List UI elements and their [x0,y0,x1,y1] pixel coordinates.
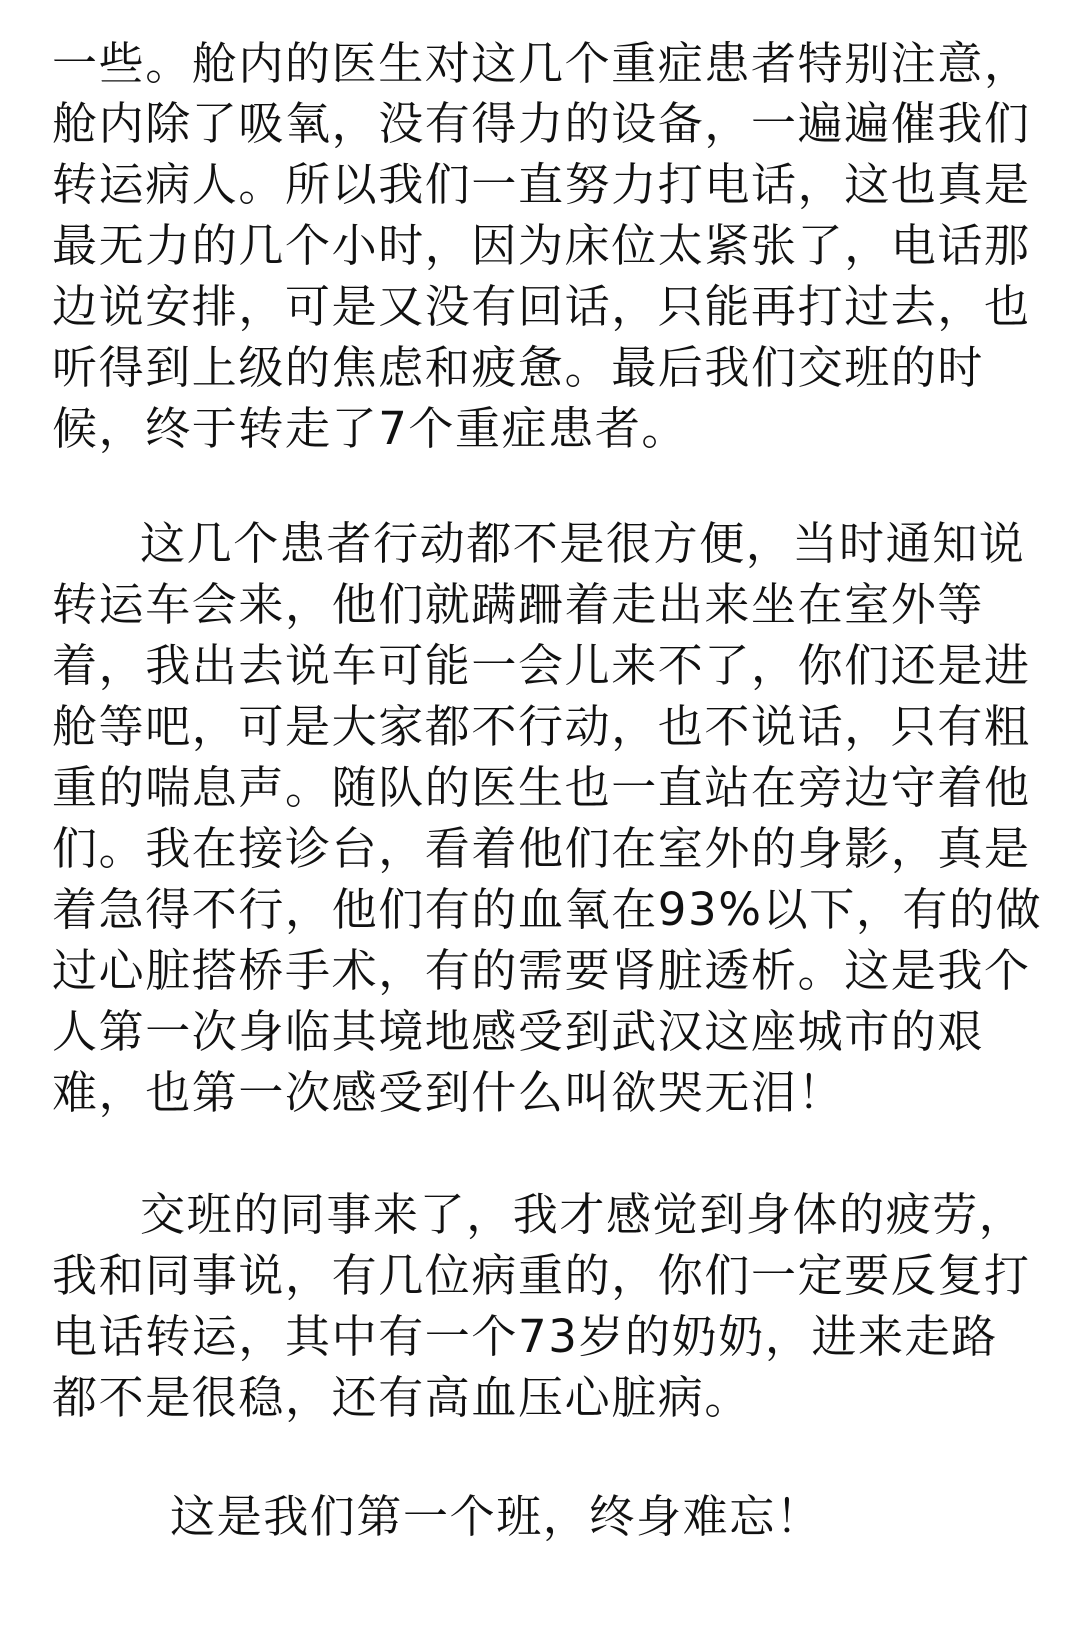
closing-line: 这是我们第一个班，终身难忘！ [170,1490,823,1543]
text-line: 候，终于转走了7个重症患者。 [52,402,689,455]
text-line: 这几个患者行动都不是很方便，当时通知说 [140,517,1026,570]
text-line: 最无力的几个小时，因为床位太紧张了，电话那 [52,219,1031,272]
text-line: 们。我在接诊台，看着他们在室外的身影，真是 [52,822,1031,875]
text-line: 一些。舱内的医生对这几个重症患者特别注意， [52,37,1031,90]
text-line: 着，我出去说车可能一会儿来不了，你们还是进 [52,639,1031,692]
text-line: 舱内除了吸氧，没有得力的设备，一遍遍催我们 [52,97,1031,150]
text-line: 过心脏搭桥手术，有的需要肾脏透析。这是我个 [52,944,1031,997]
text-line: 转运车会来，他们就蹒跚着走出来坐在室外等 [52,578,985,631]
text-line: 电话转运，其中有一个73岁的奶奶，进来走路 [52,1310,998,1363]
text-line: 着急得不行，他们有的血氧在93%以下，有的做 [52,883,1043,936]
text-line: 难，也第一次感受到什么叫欲哭无泪！ [52,1066,845,1119]
text-line: 我和同事说，有几位病重的，你们一定要反复打 [52,1249,1031,1302]
text-line: 转运病人。所以我们一直努力打电话，这也真是 [52,158,1031,211]
text-line: 重的喘息声。随队的医生也一直站在旁边守着他 [52,761,1031,814]
text-line: 听得到上级的焦虑和疲惫。最后我们交班的时 [52,341,985,394]
text-line: 舱等吧，可是大家都不行动，也不说话，只有粗 [52,700,1031,753]
text-line: 交班的同事来了，我才感觉到身体的疲劳， [140,1188,1026,1241]
text-line: 人第一次身临其境地感受到武汉这座城市的艰 [52,1005,985,1058]
text-line: 都不是很稳，还有高血压心脏病。 [52,1371,752,1424]
text-line: 边说安排，可是又没有回话，只能再打过去，也 [52,280,1031,333]
